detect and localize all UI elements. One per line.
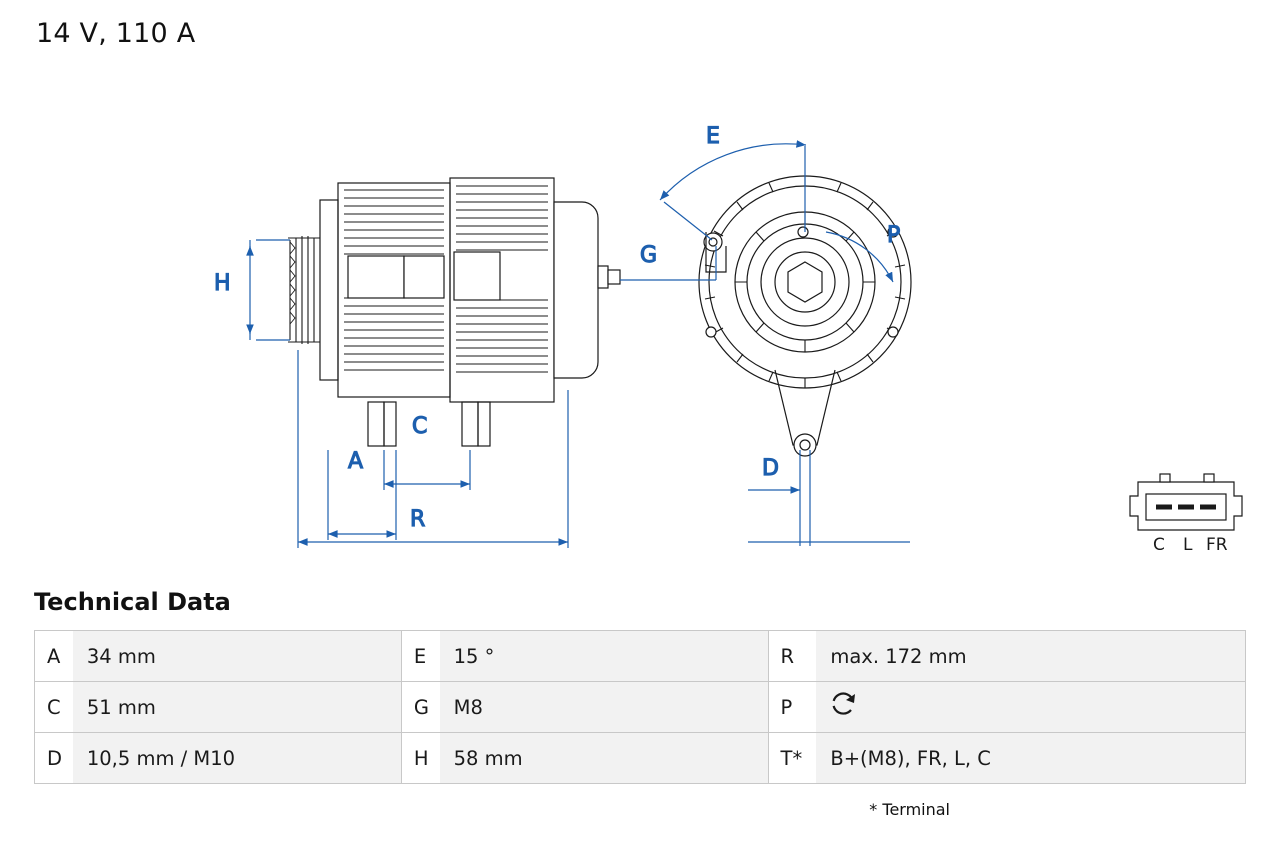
dimension-label-H: H: [214, 271, 231, 296]
row-key-c: C: [35, 682, 73, 733]
dimension-label-R: R: [410, 507, 426, 532]
row-value-c: 51 mm: [73, 682, 401, 733]
table-row: [35, 682, 1246, 733]
side-view: [288, 178, 620, 446]
row-key-r: R: [768, 631, 816, 682]
dimension-label-C: C: [412, 414, 428, 439]
table-row: [35, 733, 1246, 784]
row-value-d: 10,5 mm / M10: [73, 733, 401, 784]
row-key-p: P: [768, 682, 816, 733]
row-key-t: T*: [768, 733, 816, 784]
mounting-feet: [368, 402, 490, 446]
technical-data-heading: Technical Data: [34, 588, 231, 616]
row-key-g: G: [401, 682, 439, 733]
terminal-footnote: * Terminal: [869, 800, 950, 819]
row-value-a: 34 mm: [73, 631, 401, 682]
dimension-label-P: P: [887, 223, 901, 248]
row-key-a: A: [35, 631, 73, 682]
row-value-t: B+(M8), FR, L, C: [816, 733, 1245, 784]
alternator-technical-drawing: [0, 50, 1280, 570]
rear-cover: [554, 202, 620, 378]
connector-pin-label-l: L: [1183, 535, 1193, 555]
row-value-e: 15 °: [440, 631, 768, 682]
row-value-p: [816, 682, 1245, 733]
table-row: [35, 631, 1246, 682]
connector-detail: [1130, 474, 1242, 530]
dimension-label-A: A: [348, 449, 364, 474]
row-key-d: D: [35, 733, 73, 784]
front-view-dimensions: [620, 124, 910, 546]
dimension-label-G: G: [640, 243, 658, 268]
row-value-h: 58 mm: [440, 733, 768, 784]
connector-pin-labels: [1153, 535, 1228, 555]
rotation-direction-icon: [830, 692, 860, 723]
technical-data-table: [34, 630, 1246, 784]
row-key-e: E: [401, 631, 439, 682]
dimension-label-E: E: [706, 124, 720, 149]
dimension-label-D: D: [762, 456, 779, 481]
page-title: 14 V, 110 A: [36, 18, 196, 49]
connector-pin-label-fr: FR: [1206, 535, 1228, 555]
connector-pin-label-c: C: [1153, 535, 1165, 555]
pulley: [288, 236, 320, 344]
row-value-r: max. 172 mm: [816, 631, 1245, 682]
drive-end-housing: [320, 183, 450, 397]
row-value-g: M8: [440, 682, 768, 733]
stator-body: [450, 178, 554, 402]
row-key-h: H: [401, 733, 439, 784]
